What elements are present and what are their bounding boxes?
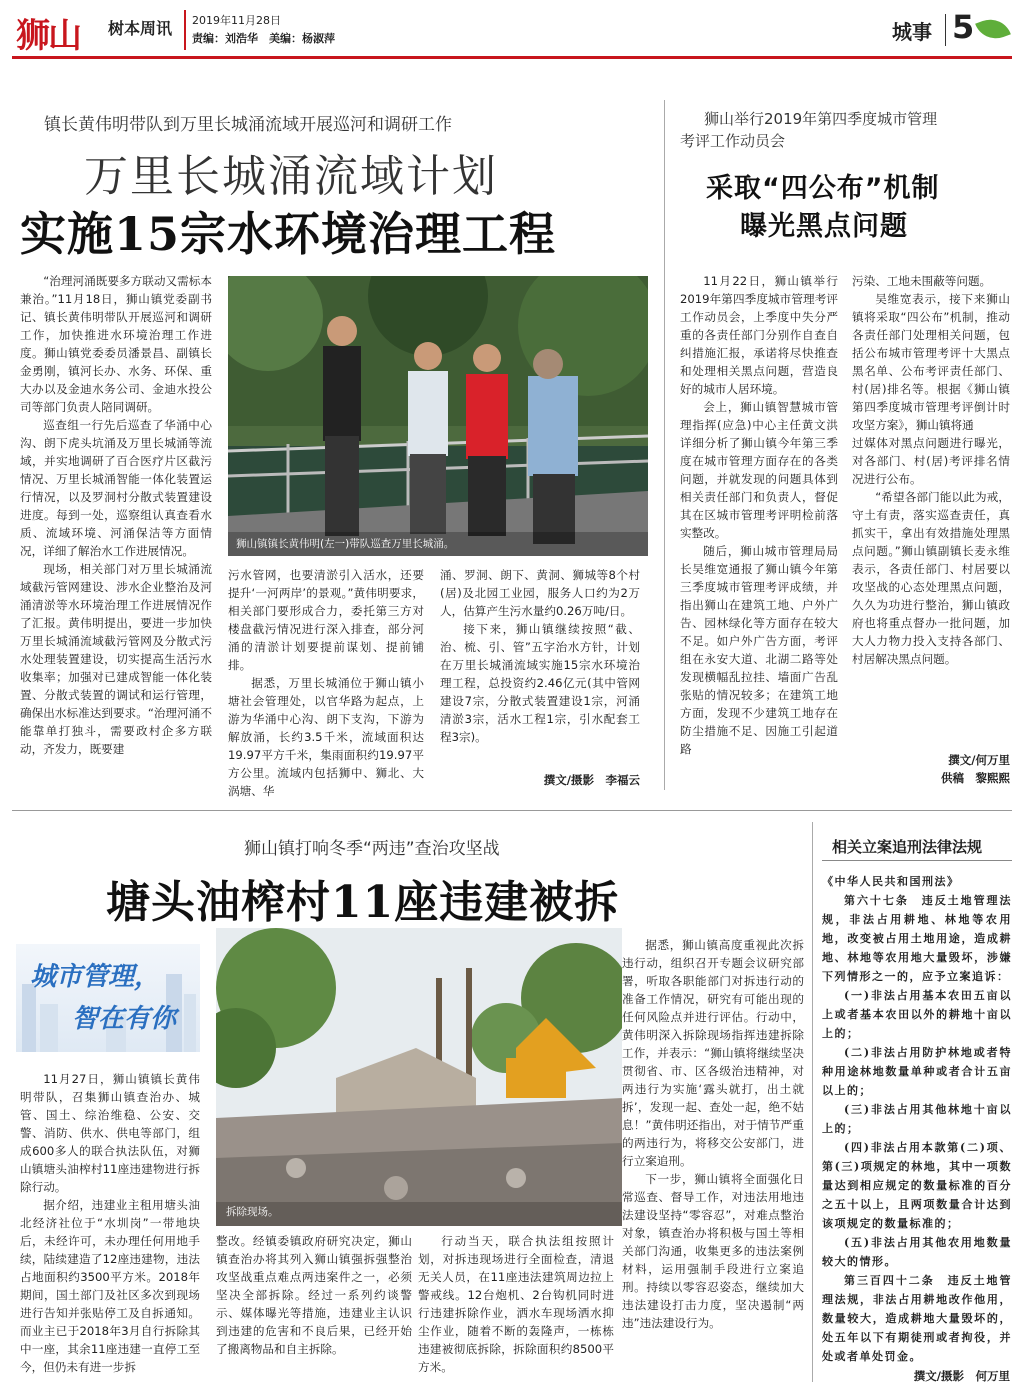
paragraph: 过媒体对黑点问题进行曝光，对各部门、村(居)考评排名情况进行公布。 <box>852 436 1010 486</box>
paragraph: 据悉，狮山镇高度重视此次拆违行动，组织召开专题会议研究部署，听取各职能部门对拆违行动的准备工作情况，研究有可能出现的任何风险点并进行评估。行动中，黄伟明深入拆除现场指挥违建拆除工作，并表示：“狮山镇将继续坚决贯彻省、市、区各级治违精神，对两违行为实施‘露头就打，出土就拆’，发现一起、查处一起，绝不姑息！”黄伟明还指出，对于情节严重的两违行为，将移交公安部门，进行立案追刑。 <box>622 938 804 1168</box>
page-number: 5 <box>952 8 975 46</box>
section-rule <box>12 810 1012 811</box>
law-text <box>822 872 1012 1366</box>
paragraph: 现场，相关部门对万里长城涌流域截污管网建设、涉水企业整治及河涌清淤等水环境治理工作进展情况作了汇报。黄伟明提出，要进一步加快万里长城涌流域截污管网及分散式污水处理装置建设，切实提高生活污水收集率；加强对已建成智能一体化装置、分散式装置的调试和运行管理，确保出水标准达到要求。“治理河涌不能靠单打独斗，需要政村企多方联动，齐发力，既要建 <box>20 562 212 756</box>
article1-column-2 <box>228 566 424 800</box>
article3-column-4 <box>622 936 804 1332</box>
law-title: 相关立案追刑法律法规 <box>832 838 983 856</box>
paragraph: 涌、罗洞、朗下、黄洞、狮城等8个村(居)及北园工业园，服务人口约为2万人，估算产生污水量约0.26万吨/日。 <box>440 568 640 618</box>
paragraph: “希望各部门能以此为戒，守土有责，落实巡查责任，真抓实干，拿出有效措施处理黑点问题。”狮山镇副镇长麦永维表示，各责任部门、村居要以攻坚战的心态处理黑点问题，久久为功进行整治，狮山镇政府也将重点督办一批问题，加大人力物力投入支持各部门、村居解决黑点问题。 <box>852 490 1010 666</box>
paragraph: 随后，狮山城市管理局局长吴维宽通报了狮山镇今年第三季度城市管理考评成绩，并指出狮山在建筑工地、户外广告、园林绿化等方面存在较大不足。如户外广告方面，考评组在永安大道、北湖二路等处发现横幅乱拉挂、墙面广告乱张贴的情况较多；在建筑工地方面，发现不少建筑工地存在防尘措施不足、因施工引起道路 <box>680 544 838 756</box>
article1-headline-1: 万里长城涌流域计划 <box>84 151 498 202</box>
masthead-date: 2019年11月28日 <box>192 14 281 27</box>
article2-column-1 <box>680 272 838 758</box>
paragraph: 11月27日，狮山镇镇长黄伟明带队，召集狮山镇查治办、城管、国土、综治维稳、公安、交警、消防、供水、供电等部门，组成600多人的联合执法队伍，对狮山镇塘头油榨村11座违建物进行拆除行动。 <box>20 1072 200 1194</box>
demolition-photo-illustration <box>216 928 622 1226</box>
law-paragraph: (三)非法占用其他林地十亩以上的； <box>822 1103 1012 1135</box>
masthead-paper-name: 树本周讯 <box>108 19 173 38</box>
article2-headline-1: 采取“四公布”机制 <box>706 173 940 204</box>
paragraph: “治理河涌既要多方联动又需标本兼治。”11月18日，狮山镇党委副书记、镇长黄伟明带队开展巡河和调研工作，加快推进水环境治理工作进度。狮山镇党委委员潘景昌、副镇长金勇刚，镇河长办、水务、环保、重大办以及金迪水务公司、金迪水投公司等部门负责人陪同调研。 <box>20 274 212 414</box>
article1-byline: 撰文/摄影 李福云 <box>543 773 640 787</box>
article3-column-2 <box>216 1232 412 1358</box>
paragraph: 污水管网，也要清淤引入活水，还要提升‘一河两岸’的景观。”黄伟明要求，相关部门要形成合力，委托第三方对楼盘截污情况进行深入排查，部分河涌的清淤计划要提前谋划、提前铺排。 <box>228 568 424 672</box>
paragraph: 污染、工地未围蔽等问题。 <box>852 274 992 288</box>
article3-kicker: 狮山镇打响冬季“两违”查治攻坚战 <box>244 839 500 859</box>
article2-byline-2: 供稿 黎熙熙 <box>941 771 1010 785</box>
article1-photo <box>228 276 648 556</box>
law-paragraph: (二)非法占用防护林地或者特种用途林地数量单种或者合计五亩以上的； <box>822 1046 1012 1097</box>
article1-kicker: 镇长黄伟明带队到万里长城涌流域开展巡河和调研工作 <box>44 115 452 135</box>
article2-column-2 <box>852 272 1010 668</box>
article3-column-3 <box>418 1232 614 1376</box>
article3-column-1 <box>20 1070 200 1376</box>
section-divider <box>945 14 946 46</box>
article2-kicker-1: 狮山举行2019年第四季度城市管理 <box>704 110 938 128</box>
law-paragraph: (四)非法占用本款第(二)项、第(三)项规定的林地，其中一项数量达到相应规定的数量标准的百分之五十以上，且两项数量合计达到该项规定的数量标准的； <box>822 1141 1012 1230</box>
masthead-rule <box>12 56 1012 59</box>
law-byline: 撰文/摄影 何万里 <box>913 1369 1010 1383</box>
article1-headline-2: 实施15宗水环境治理工程 <box>20 207 557 261</box>
paragraph: 据悉，万里长城涌位于狮山镇小塘社会管理处，以官华路为起点，上游为华涌中心沟、朗下支沟，下游为解放涌，长约3.5千米，流域面积达19.97平方千米，集雨面积约19.97平方公里。流域内包括狮中、狮北、大涡塘、华 <box>228 676 424 798</box>
article3-photo <box>216 928 622 1226</box>
badge-line-2: 智在有你 <box>72 1004 177 1034</box>
paragraph: 整改。经镇委镇政府研究决定，狮山镇查治办将其列入狮山镇强拆强整治攻坚战重点难点两违案件之一，必须坚决全部拆除。经过一系列约谈警示、媒体曝光等措施，违建业主认识到违建的危害和不良后果，已经开始了搬离物品和自主拆除。 <box>216 1234 412 1356</box>
column-divider <box>812 822 813 1382</box>
law-paragraph: (五)非法占用其他农用地数量较大的情形。 <box>822 1236 1012 1268</box>
section-label: 城事 <box>892 20 932 44</box>
article2-headline-2: 曝光黑点问题 <box>740 211 908 242</box>
article3-headline: 塘头油榨村11座违建被拆 <box>106 877 620 928</box>
paragraph: 下一步，狮山镇将全面强化日常巡查、督导工作，对违法用地违法建设坚持“零容忍”，对难点整治对象，镇查治办将积极与国土等相关部门沟通，收集更多的违法案例材料，运用强制手段进行立案追刑。持续以零容忍姿态，继续加大违法建设打击力度，坚决遏制“两违”违法建设行为。 <box>622 1172 804 1330</box>
article1-column-1 <box>20 272 212 758</box>
leaf-icon <box>975 14 1011 45</box>
paragraph: 接下来，狮山镇继续按照“截、治、梳、引、管”五字治水方针，计划在万里长城涌流域实施15宗水环境治理工程，总投资约2.46亿元(其中管网建设7宗，分散式装置建设1宗，河涌清淤3宗，活水工程1宗，引水配套工程3宗)。 <box>440 622 640 744</box>
paragraph: 11月22日，狮山镇举行2019年第四季度城市管理考评工作动员会，上季度中失分严重的各责任部门分别作自查自纠措施汇报，承诺将尽快推查和处理相关黑点问题，营造良好的城市人居环境。 <box>680 274 838 396</box>
article1-photo-caption: 狮山镇镇长黄伟明(左一)带队巡查万里长城涌。 <box>236 538 455 550</box>
paragraph: 巡查组一行先后巡查了华涌中心沟、朗下虎头坑涌及万里长城涌等流域，并实地调研了百合医疗片区截污情况、万里长城涌智能一体化装置运行情况，以及罗洞村分散式装置建设进度。每到一处，巡察组认真查看水质、流域环境、河涌保洁等方面情况，详细了解治水工作进展情况。 <box>20 418 212 558</box>
paragraph: 据介绍，违建业主租用塘头油北经济社位于“水圳岗”一带地块后，未经许可，未办理任何用地手续，陆续建造了12座违建物，违法占地面积约3500平方米。2018年期间，国土部门及社区多次到现场进行告知并张贴停工及自拆通知。而业主已于2018年3月自行拆除其中一座，其余11座违建一直停工至今，但仍未有进一步拆 <box>20 1198 200 1374</box>
paragraph: 吴维宽表示，接下来狮山镇将采取“四公布”机制，推动各责任部门处理相关问题，包括公布城市管理考评十大黑点黑名单、公布考评责任部门、村(居)排名等。根据《狮山镇第四季度城市管理考评倒计时攻坚方案》，狮山镇将通 <box>852 292 1010 432</box>
paragraph: 行动当天，联合执法组按照计划，对拆违现场进行全面检查，清退无关人员，在11座违法建筑周边拉上警戒线。12台炮机、2台钩机同时进行违建拆除作业，洒水车现场洒水抑尘作业，随着不断的轰隆声，一栋栋违建被彻底拆除，拆除面积约8500平方米。 <box>418 1234 614 1374</box>
law-paragraph: (一)非法占用基本农田五亩以上或者基本农田以外的耕地十亩以上的； <box>822 989 1012 1040</box>
law-title-rule <box>822 860 1012 861</box>
badge-line-1: 城市管理， <box>30 962 161 992</box>
inspection-photo-illustration <box>228 276 648 556</box>
masthead-divider <box>184 10 186 50</box>
law-paragraph: 第三百四十二条 违反土地管理法规，非法占用耕地改作他用，数量较大，造成耕地大量毁坏的，处五年以下有期徒刑或者拘役，并处或者单处罚金。 <box>822 1274 1012 1363</box>
article1-column-3 <box>440 566 640 746</box>
article3-photo-caption: 拆除现场。 <box>226 1206 279 1218</box>
law-paragraph: 《中华人民共和国刑法》 <box>822 875 960 888</box>
masthead-editor: 责编：刘浩华 美编：杨淑萍 <box>192 32 335 45</box>
article2-kicker-2: 考评工作动员会 <box>680 132 786 150</box>
law-paragraph: 第六十七条 违反土地管理法规，非法占用耕地、林地等农用地，改变被占用土地用途，造成耕地、林地等农用地大量毁坏，涉嫌下列情形之一的，应予立案追诉： <box>822 894 1012 983</box>
masthead-logo: 狮山 <box>16 16 80 56</box>
article2-byline-1: 撰文/何万里 <box>948 753 1010 767</box>
column-divider <box>664 100 665 790</box>
paragraph: 会上，狮山镇智慧城市管理指挥(应急)中心主任黄文洪详细分析了狮山镇今年第三季度在城市管理方面存在的各类问题，并就发现的问题具体到相关责任部门和负责人，督促其在区城市管理考评明检前落实整改。 <box>680 400 838 540</box>
city-management-badge <box>16 944 200 1052</box>
